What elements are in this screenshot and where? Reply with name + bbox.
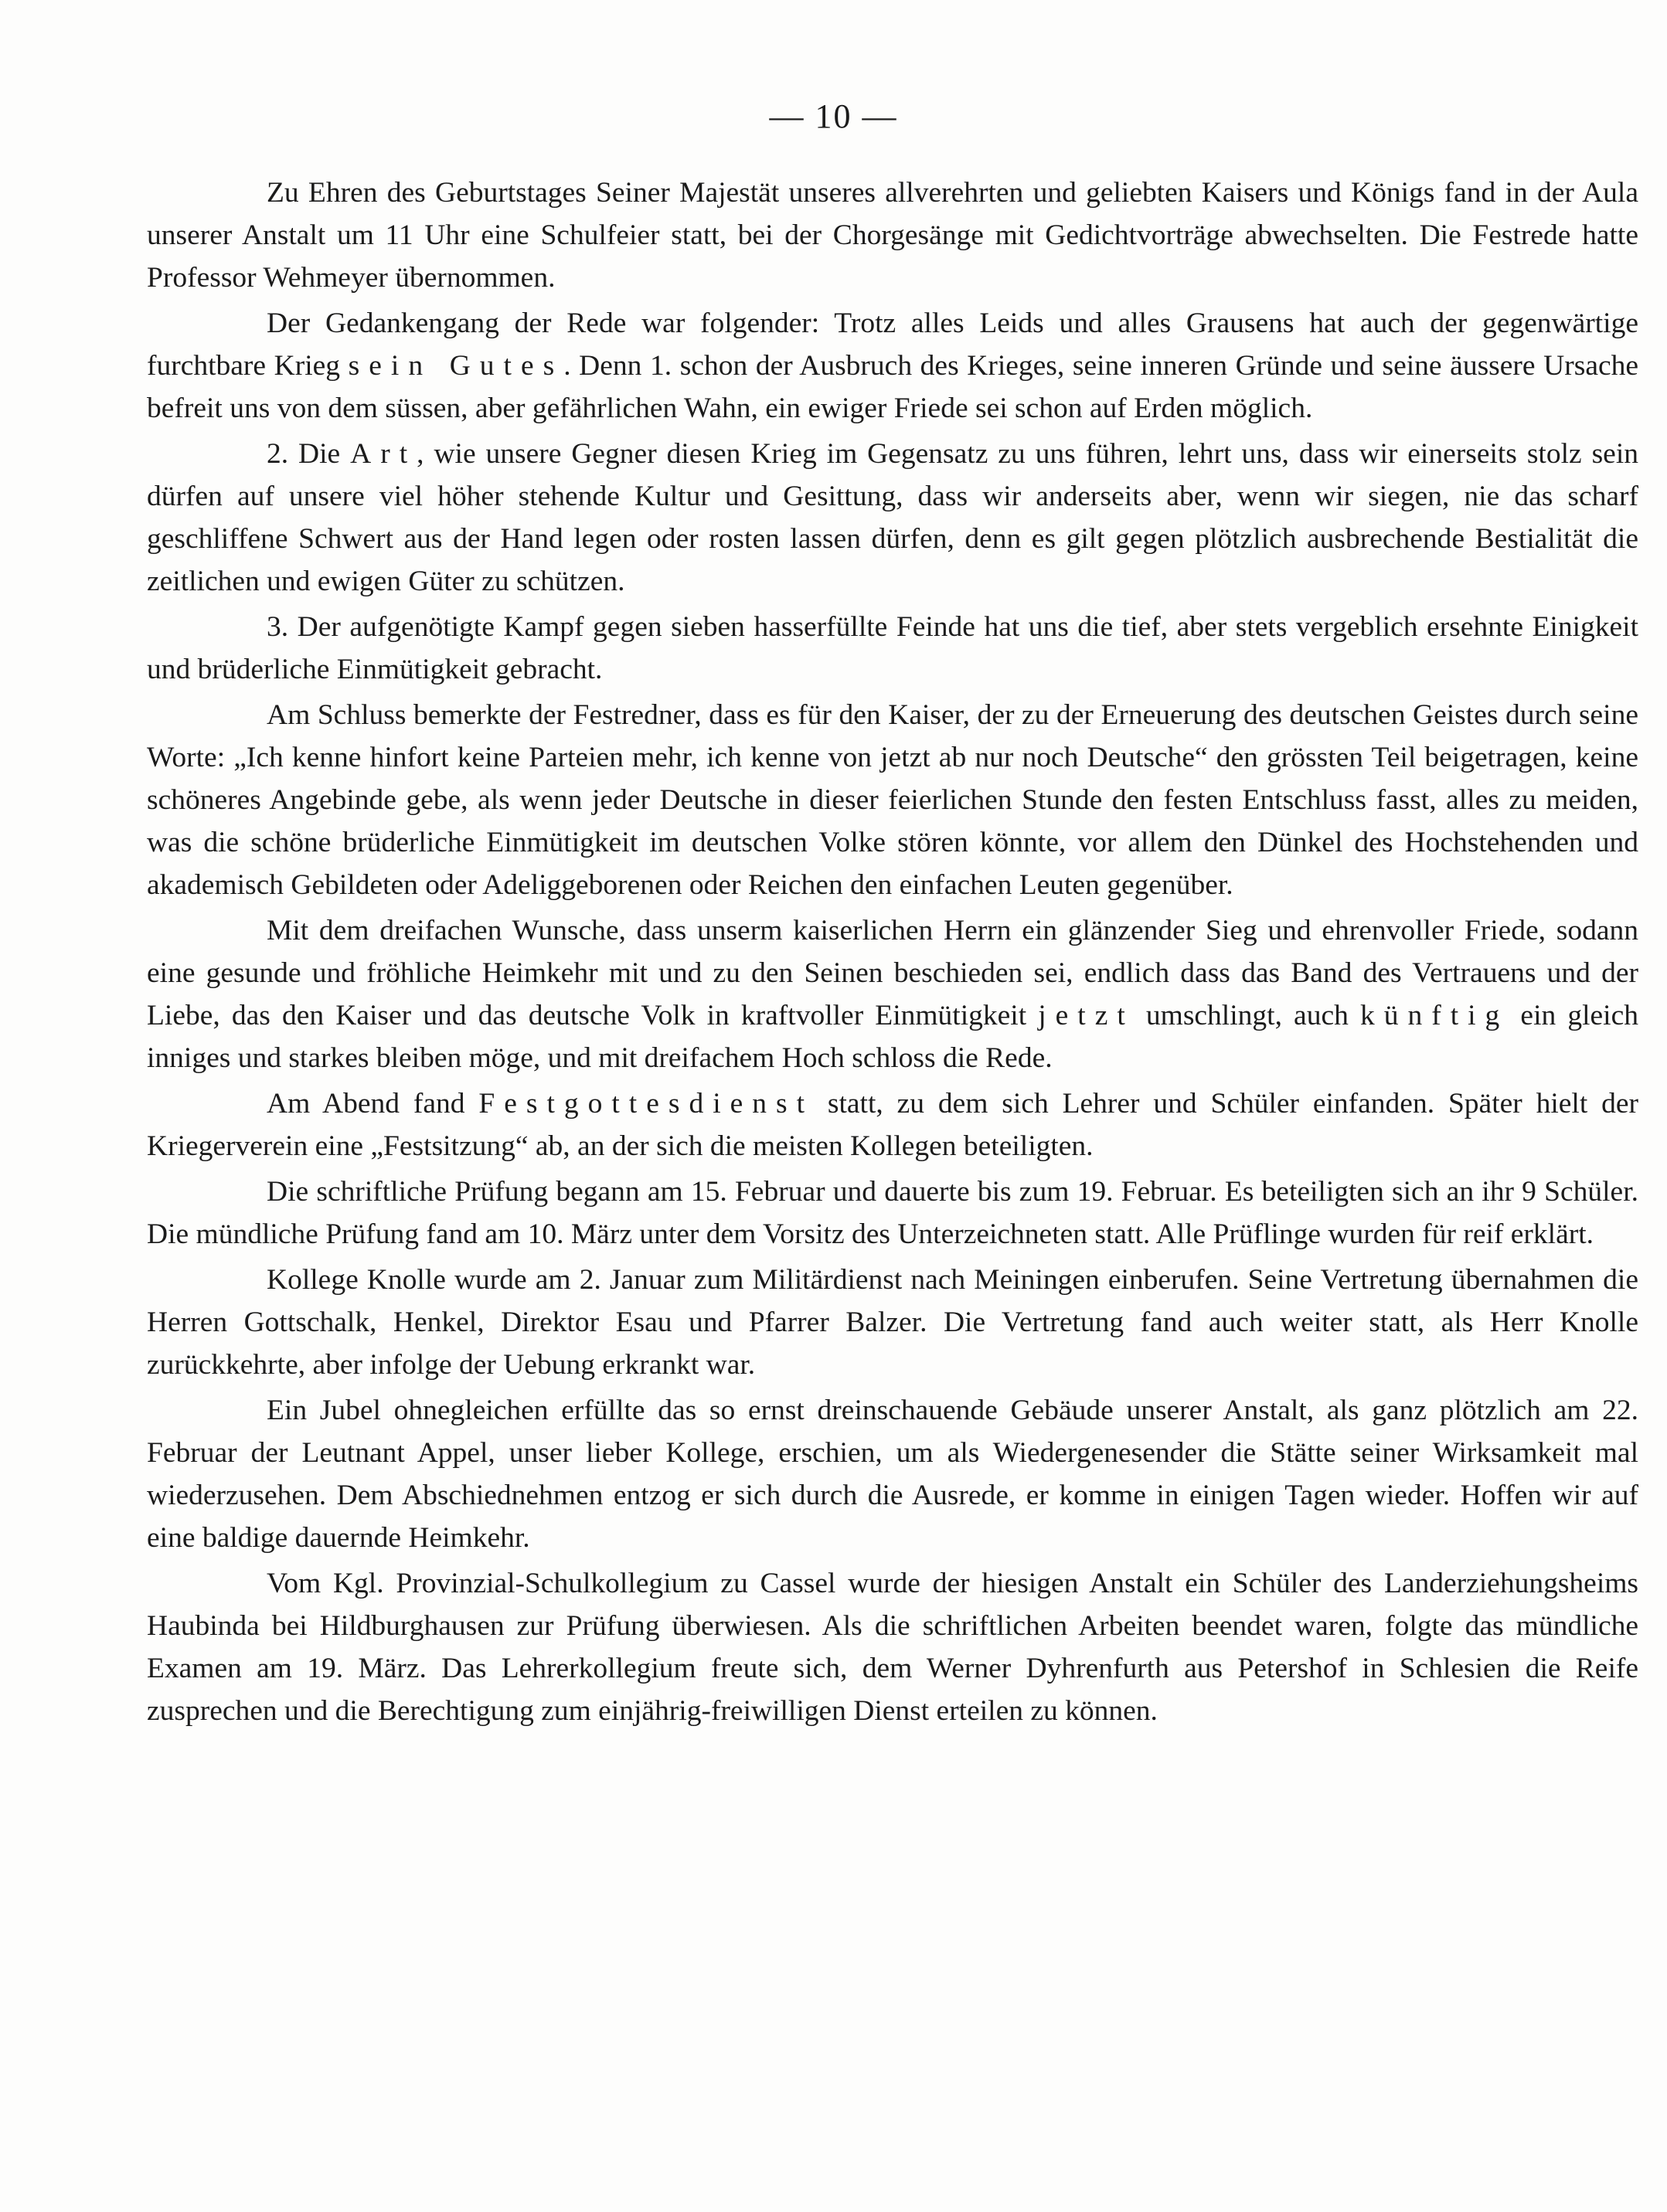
paragraph [147, 1562, 1638, 1732]
paragraph [147, 1389, 1638, 1559]
text-run: 3. Der aufgenötigte Kampf gegen sieben hasserfüllte Feinde hat uns die tief, aber stets vergeblich ersehnte Einigkeit und brüderliche Einmütigkeit gebracht. [147, 611, 1638, 685]
text-run: Zu Ehren des Geburtstages Seiner Majestät unseres allverehrten und geliebten Kaisers und Königs fand in der Aula unserer Anstalt um 11 Uhr eine Schulfeier statt, bei der Chorgesänge mit Gedichtvorträge abwechselten. Die Festrede hatte Professor Wehmeyer übernommen. [147, 177, 1638, 294]
text-run: Mit dem dreifachen Wunsche, dass unserm kaiserlichen Herrn ein glänzender Sieg und ehrenvoller Friede, sodann eine gesunde und fröhliche Heimkehr mit und zu den Seinen beschieden sei, endlich dass das Band des Vertrauens und der Liebe, das den Kaiser und das deutsche Volk in kraftvoller Einmütigkeit [147, 915, 1638, 1031]
paragraph [147, 606, 1638, 691]
text-run: ein gleich inniges und starkes bleiben möge, und mit dreifachem Hoch schloss die Rede. [147, 1000, 1638, 1074]
emphasized-text: künftig [1359, 1000, 1509, 1031]
page-number: — 10 — [769, 97, 898, 135]
text-run: Am Schluss bemerkte der Festredner, dass es für den Kaiser, der zu der Erneuerung des deutschen Geistes durch seine Worte: „Ich kenne hinfort keine Parteien mehr, ich kenne von jetzt ab nur noch Deutsche“ den grössten Teil beigetragen, keine schöneres Angebinde gebe, als wenn jeder Deutsche in dieser feierlichen Stunde den festen Entschluss fasst, alles zu meiden, was die schöne brüderliche Einmütigkeit im deutschen Volke stören könnte, vor allem den Dünkel des Hochstehenden und akademisch Gebildeten oder Adeliggeborenen oder Reichen den einfachen Leuten gegenüber. [147, 699, 1638, 901]
text-run: . Denn 1. schon der Ausbruch des Krieges, seine inneren Gründe und seine äussere Ursache befreit uns von dem süssen, aber gefährlichen Wahn, ein ewiger Friede sei schon auf Erden möglich. [147, 350, 1638, 424]
paragraph [147, 433, 1638, 603]
text-run: statt, zu dem sich Lehrer und Schüler einfanden. Später hielt der Kriegerverein eine „Festsitzung“ ab, an der sich die meisten Kollegen beteiligten. [147, 1088, 1638, 1162]
paragraph [147, 1171, 1638, 1256]
emphasized-text: sein Gutes [348, 350, 564, 382]
text-run: Kollege Knolle wurde am 2. Januar zum Militärdienst nach Meiningen einberufen. Seine Vertretung übernahmen die Herren Gottschalk, Henkel, Direktor Esau und Pfarrer Balzer. Die Vertretung fand auch weiter statt, als Herr Knolle zurückkehrte, aber infolge der Uebung erkrankt war. [147, 1264, 1638, 1381]
text-run: umschlingt, auch [1134, 1000, 1360, 1031]
body-text [147, 172, 1638, 1735]
emphasized-text: Art [350, 438, 417, 470]
emphasized-text: jetzt [1038, 1000, 1135, 1031]
text-run: Der Gedankengang der Rede war folgender: Trotz alles Leids und alles Grausens hat auch der gegenwärtige furchtbare Krieg [147, 308, 1638, 382]
paragraph [147, 909, 1638, 1079]
paragraph [147, 302, 1638, 430]
text-run: Die schriftliche Prüfung begann am 15. Februar und dauerte bis zum 19. Februar. Es beteiligten sich an ihr 9 Schüler. Die mündliche Prüfung fand am 10. März unter dem Vorsitz des Unterzeichneten statt. Alle Prüflinge wurden für reif erklärt. [147, 1176, 1638, 1250]
text-run: Ein Jubel ohnegleichen erfüllte das so ernst dreinschauende Gebäude unserer Anstalt, als ganz plötzlich am 22. Februar der Leutnant Appel, unser lieber Kollege, erschien, um als Wiedergenesender die Stätte seiner Wirksamkeit mal wiederzusehen. Dem Abschiednehmen entzog er sich durch die Ausrede, er komme in einigen Tagen wieder. Hoffen wir auf eine baldige dauernde Heimkehr. [147, 1395, 1638, 1554]
paragraph [147, 172, 1638, 299]
paragraph [147, 1082, 1638, 1167]
text-run: Am Abend fand [267, 1088, 479, 1120]
paragraph [147, 1259, 1638, 1386]
text-run: 2. Die [267, 438, 351, 470]
emphasized-text: Festgottesdienst [478, 1088, 815, 1120]
paragraph [147, 694, 1638, 906]
text-run: Vom Kgl. Provinzial-Schulkollegium zu Cassel wurde der hiesigen Anstalt ein Schüler des Landerziehungsheims Haubinda bei Hildburghausen zur Prüfung überwiesen. Als die schriftlichen Arbeiten beendet waren, folgte das mündliche Examen am 19. März. Das Lehrerkollegium freute sich, dem Werner Dyhrenfurth aus Petershof in Schlesien die Reife zusprechen und die Berechtigung zum einjährig-freiwilligen Dienst erteilen zu können. [147, 1568, 1638, 1727]
text-run: , wie unsere Gegner diesen Krieg im Gegensatz zu uns führen, lehrt uns, dass wir einerseits stolz sein dürfen auf unsere viel höher stehende Kultur und Gesittung, dass wir anderseits aber, wenn wir siegen, nie das scharf geschliffene Schwert aus der Hand legen oder rosten lassen dürfen, denn es gilt gegen plötzlich ausbrechende Bestialität die zeitlichen und ewigen Güter zu schützen. [147, 438, 1638, 597]
